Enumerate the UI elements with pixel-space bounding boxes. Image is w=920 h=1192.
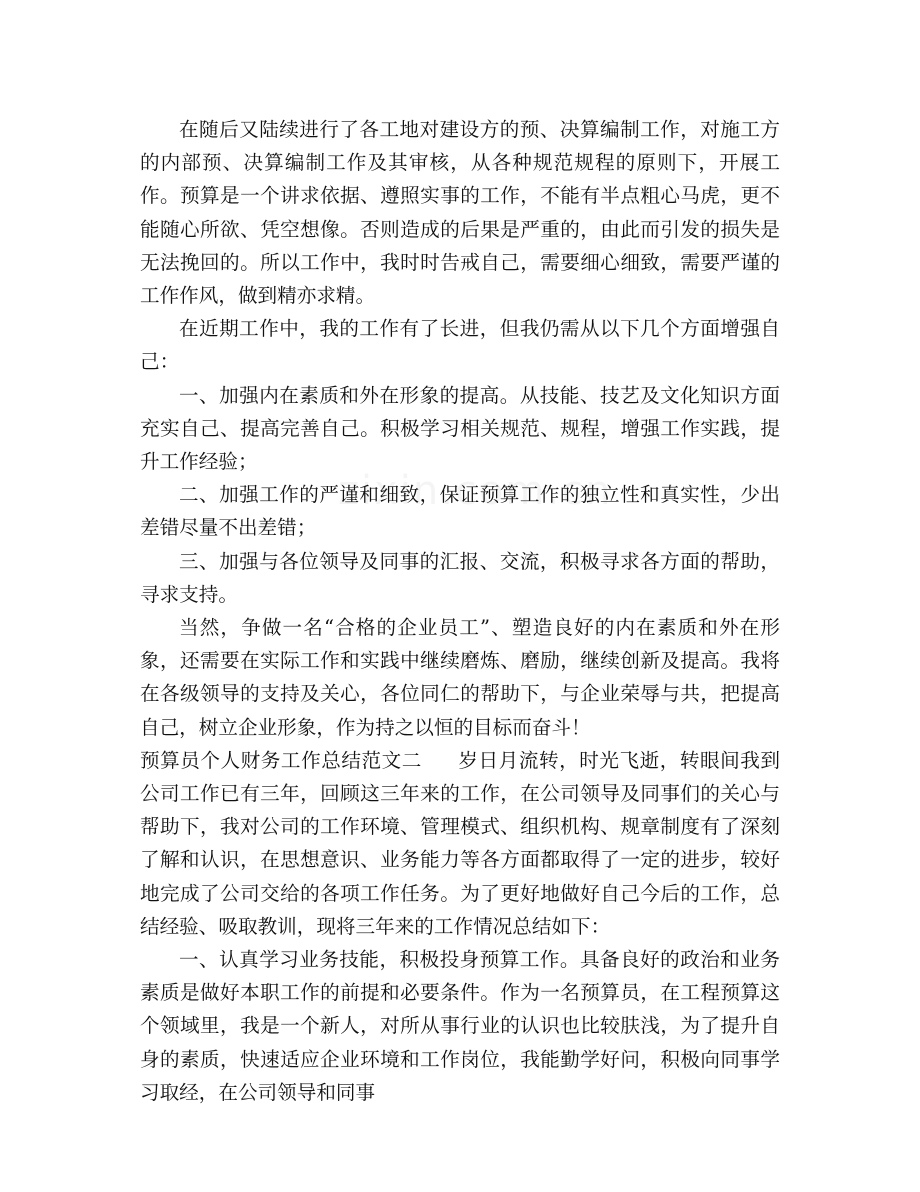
section-title: 预算员个人财务工作总结范文二 <box>140 748 422 772</box>
paragraph-5: 三、加强与各位领导及同事的汇报、交流，积极寻求各方面的帮助，寻求支持。 <box>140 549 780 606</box>
paragraph-final: 一、认真学习业务技能，积极投身预算工作。具备良好的政治和业务素质是做好本职工作的前提和必要条件。作为一名预算员，在工程预算这个领域里，我是一个新人，对所从事行业的认识也比较肤浅，为了提升自身的素质，快速适应企业环境和工作岗位，我能勤学好问，积极向同事学习取经，在公司领导和同事 <box>140 948 780 1104</box>
document-body <box>140 113 780 1109</box>
section-paragraph <box>140 744 780 943</box>
paragraph-6: 当然，争做一名“合格的企业员工”、塑造良好的内在素质和外在形象，还需要在实际工作和实践中继续磨炼、磨励，继续创新及提高。我将在各级领导的支持及关心，各位同仁的帮助下，与企业荣辱与共，把提高自己，树立企业形象，作为持之以恒的目标而奋斗！ <box>140 616 780 739</box>
paragraph-3: 一、加强内在素质和外在形象的提高。从技能、技艺及文化知识方面充实自己、提高完善自己。积极学习相关规范、规程，增强工作实践，提升工作经验； <box>140 383 780 474</box>
paragraph-2: 在近期工作中，我的工作有了长进，但我仍需从以下几个方面增强自己： <box>140 317 780 374</box>
paragraph-4: 二、加强工作的严谨和细致，保证预算工作的独立性和真实性，少出差错尽量不出差错； <box>140 483 780 540</box>
section-body: 岁日月流转，时光飞逝，转眼间我到公司工作已有三年，回顾这三年来的工作，在公司领导及同事们的关心与帮助下，我对公司的工作环境、管理模式、组织机构、规章制度有了深刻了解和认识，在思想意识、业务能力等各方面都取得了一定的进步，较好地完成了公司交给的各项工作任务。为了更好地做好自己今后的工作，总结经验、吸取教训，现将三年来的工作情况总结如下： <box>140 748 781 938</box>
paragraph-1: 在随后又陆续进行了各工地对建设方的预、决算编制工作，对施工方的内部预、决算编制工作及其审核，从各种规范规程的原则下，开展工作。预算是一个讲求依据、遵照实事的工作，不能有半点粗心马虎，更不能随心所欲、凭空想像。否则造成的后果是严重的，由此而引发的损失是无法挽回的。所以工作中，我时时告戒自己，需要细心细致，需要严谨的工作作风，做到精亦求精。 <box>140 118 780 308</box>
